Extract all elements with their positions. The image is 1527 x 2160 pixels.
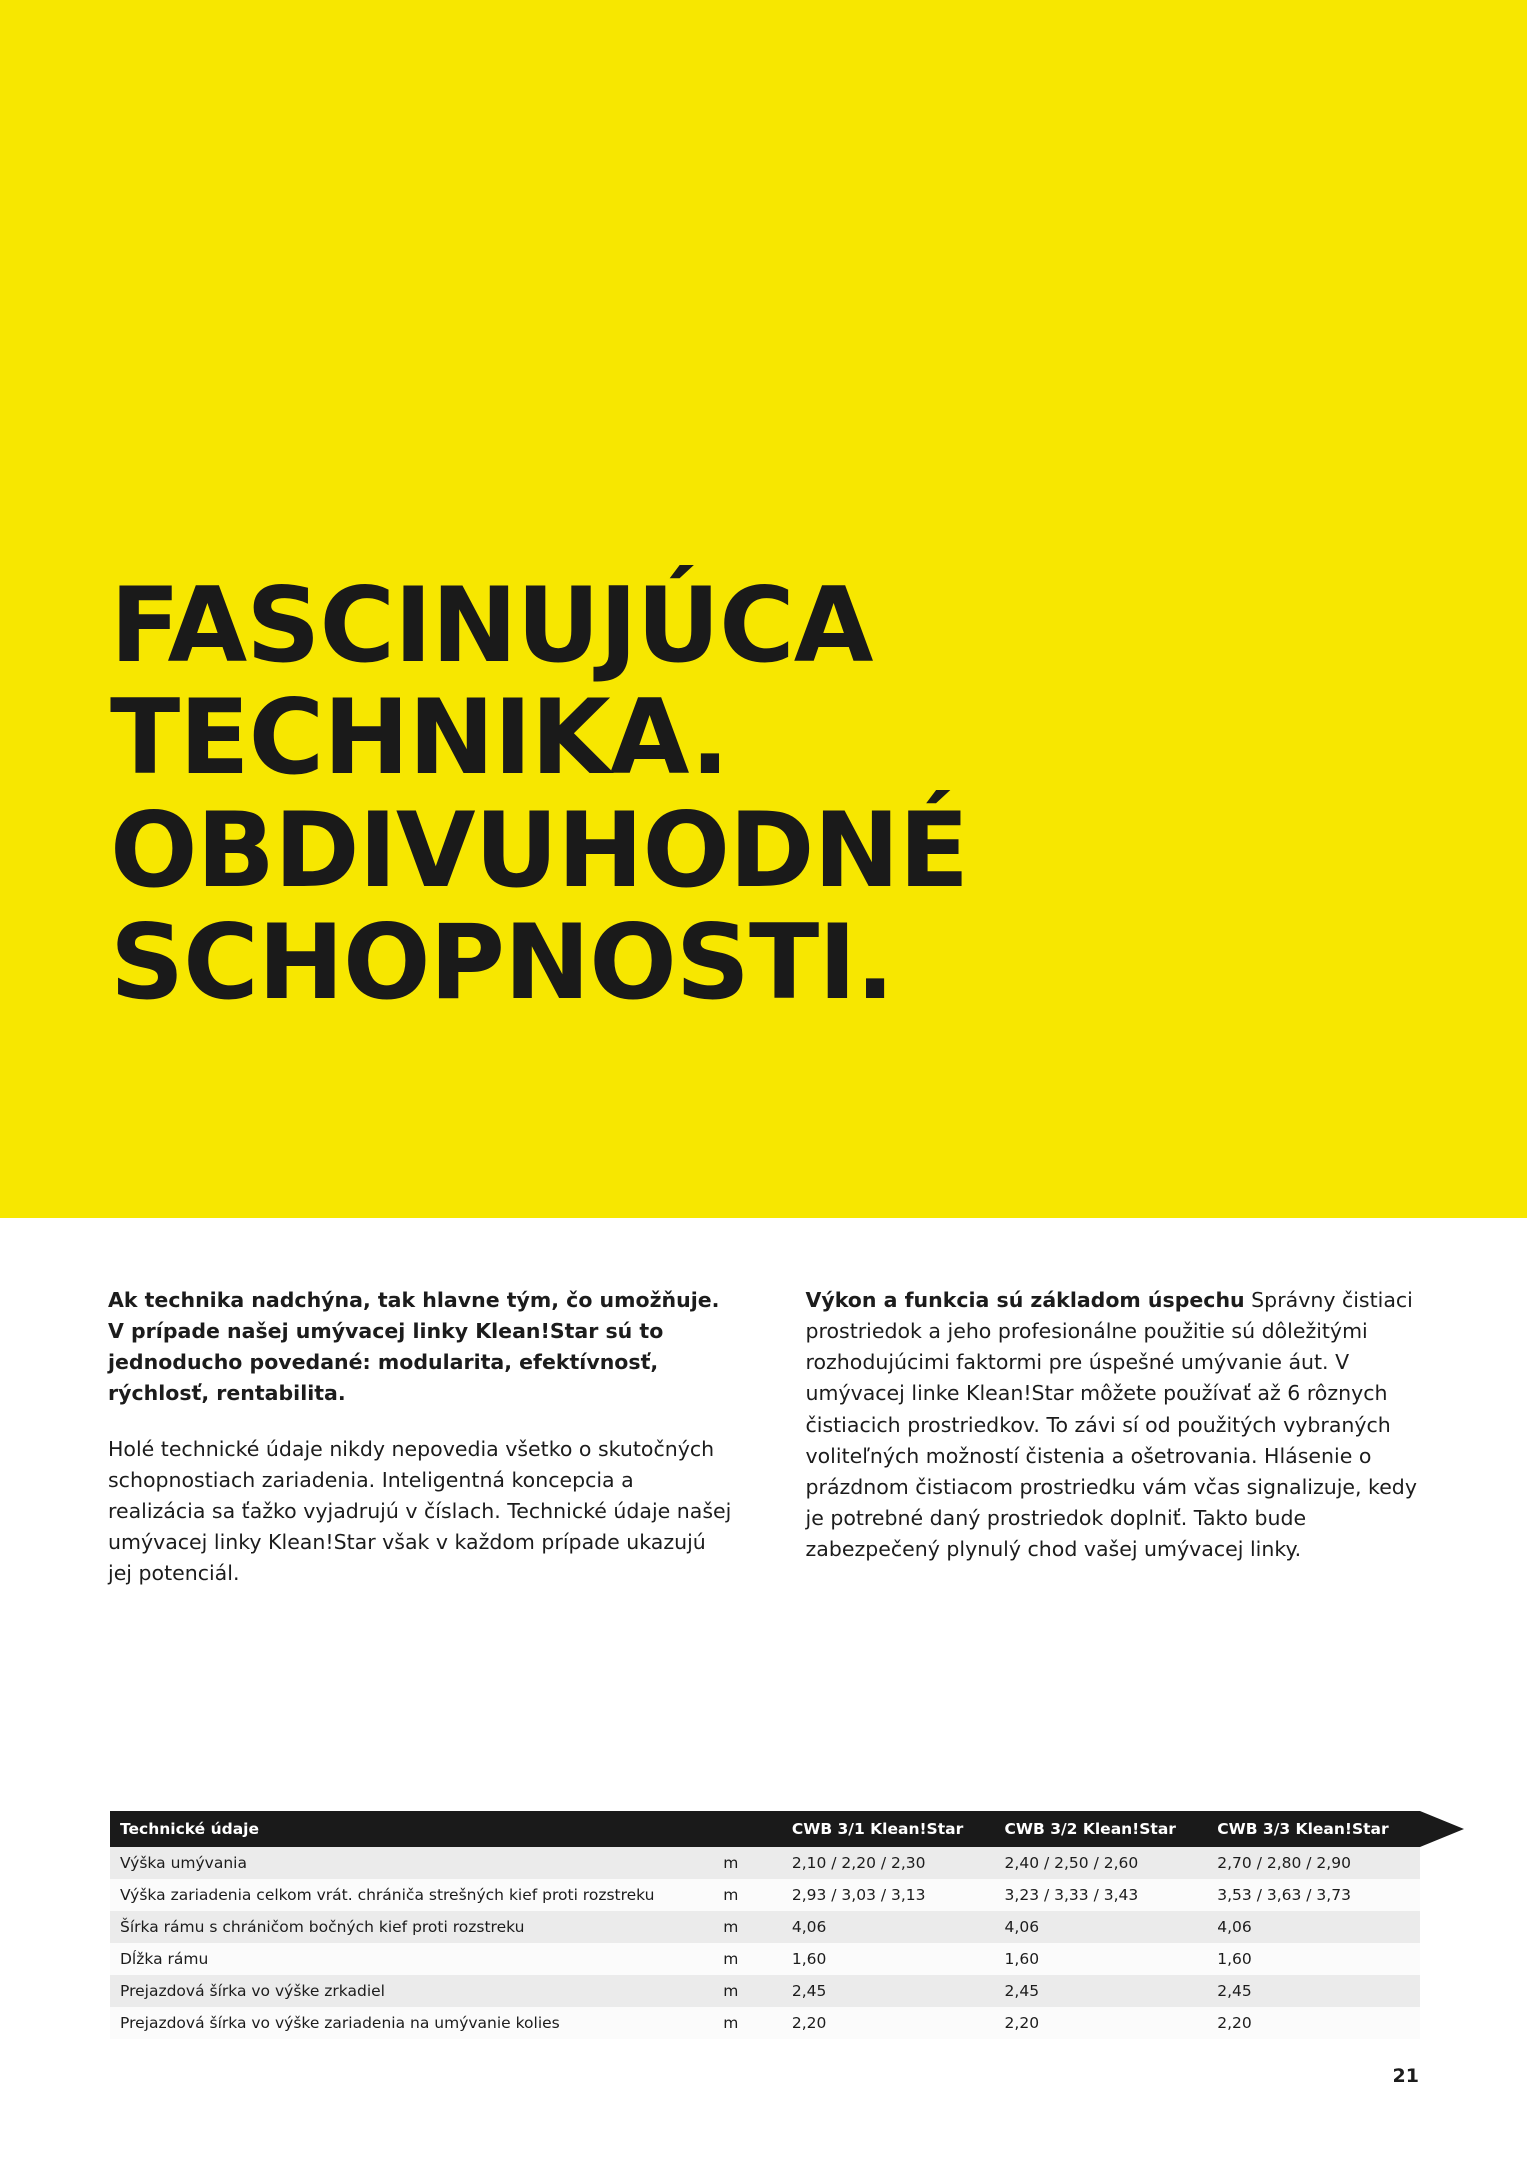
row-label: Výška zariadenia celkom vrát. chrániča strešných kief proti rozstreku [110,1879,713,1911]
row-value-2: 2,20 [995,2007,1208,2039]
row-label: Prejazdová šírka vo výške zrkadiel [110,1975,713,2007]
right-column-lead: Výkon a funkcia sú základom úspechu [805,1288,1245,1312]
row-value-1: 2,45 [782,1975,995,2007]
page-title [110,566,1410,1023]
row-label: Výška umývania [110,1847,713,1879]
row-value-1: 1,60 [782,1943,995,1975]
header-cwb-3-1: CWB 3/1 Klean!Star [782,1811,995,1847]
row-value-2: 1,60 [995,1943,1208,1975]
title-line-2: TECHNIKA. [110,678,729,799]
row-label: Dĺžka rámu [110,1943,713,1975]
left-column-body: Holé technické údaje nikdy nepovedia všetko o skutočných schopnostiach zariadenia. Inteligentná koncepcia a realizácia sa ťažko vyjadrujú v číslach. Technické údaje našej umývacej linky Klean!Star však v každom prípade ukazujú jej potenciál. [108,1436,732,1586]
title-line-3: OBDIVUHODNÉ [110,790,969,911]
row-value-1: 4,06 [782,1911,995,1943]
table-row [110,1847,1420,1879]
spec-table-body [110,1847,1420,2039]
row-unit: m [713,1911,782,1943]
table-row [110,1911,1420,1943]
header-technical-data: Technické údaje [110,1811,713,1847]
row-value-2: 2,45 [995,1975,1208,2007]
row-label: Šírka rámu s chráničom bočných kief proti rozstreku [110,1911,713,1943]
title-line-1: FASCINUJÚCA [110,566,873,686]
row-value-2: 4,06 [995,1911,1208,1943]
left-column-lead: Ak technika nadchýna, tak hlavne tým, čo umožňuje. V prípade našej umývacej linky Klean!Star sú to jednoducho povedané: modularita, efektívnosť, rýchlosť, rentabilita. [108,1288,720,1406]
table-row [110,2007,1420,2039]
right-column-body: Správny čistiaci prostriedok a jeho profesionálne použitie sú dôležitými rozhodujúcimi faktormi pre úspešné umývanie áut. V umývacej linke Klean!Star môžete používať až 6 rôznych čistiacich prostriedkov. To závi sí od použitých vybraných voliteľných možností čistenia a ošetrovania. Hlásenie o prázdnom čistiacom prostriedku vám včas signalizuje, kedy je potrebné daný prostriedok doplniť. Takto bude zabezpečený plynulý chod vašej umývacej linky. [805,1288,1417,1562]
row-value-3: 2,45 [1207,1975,1420,2007]
right-column [806,1285,1434,1589]
header-unit [713,1811,782,1847]
row-unit: m [713,1847,782,1879]
table-row [110,1975,1420,2007]
spec-table-header-row [110,1811,1420,1847]
row-value-1: 2,93 / 3,03 / 3,13 [782,1879,995,1911]
row-value-2: 3,23 / 3,33 / 3,43 [995,1879,1208,1911]
right-column-paragraph [806,1285,1434,1565]
row-value-3: 1,60 [1207,1943,1420,1975]
row-value-2: 2,40 / 2,50 / 2,60 [995,1847,1208,1879]
left-column [108,1285,736,1589]
row-value-3: 3,53 / 3,63 / 3,73 [1207,1879,1420,1911]
row-unit: m [713,1975,782,2007]
technical-data-table [110,1811,1420,2039]
page-number: 21 [1392,2065,1419,2087]
table-row [110,1943,1420,1975]
row-unit: m [713,2007,782,2039]
table-row [110,1879,1420,1911]
spec-table-head [110,1811,1420,1847]
body-columns [108,1285,1433,1589]
row-value-1: 2,20 [782,2007,995,2039]
row-unit: m [713,1879,782,1911]
row-label: Prejazdová šírka vo výške zariadenia na umývanie kolies [110,2007,713,2039]
title-line-4: SCHOPNOSTI. [110,902,894,1023]
row-value-3: 2,20 [1207,2007,1420,2039]
arrow-icon [1420,1811,1464,1847]
header-cwb-3-3-label: CWB 3/3 Klean!Star [1217,1820,1389,1838]
row-value-3: 2,70 / 2,80 / 2,90 [1207,1847,1420,1879]
row-value-1: 2,10 / 2,20 / 2,30 [782,1847,995,1879]
row-unit: m [713,1943,782,1975]
header-cwb-3-3 [1207,1811,1420,1847]
spec-table [110,1811,1420,2039]
header-cwb-3-2: CWB 3/2 Klean!Star [995,1811,1208,1847]
row-value-3: 4,06 [1207,1911,1420,1943]
